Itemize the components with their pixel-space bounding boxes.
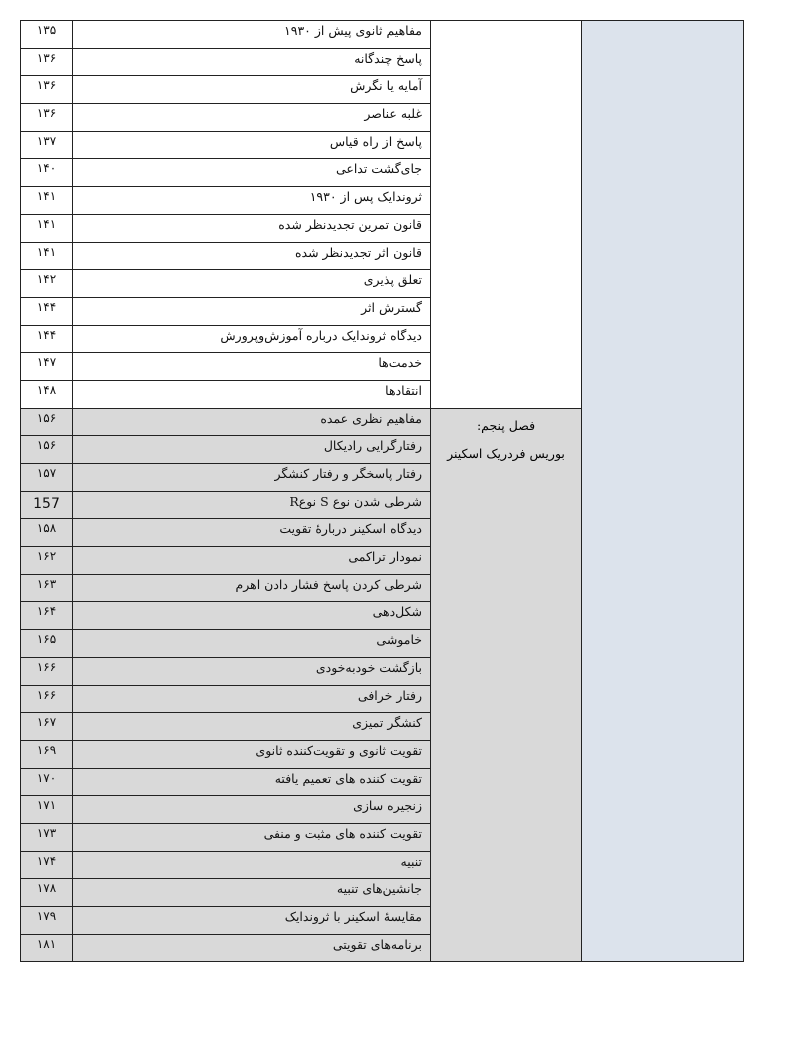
page-number: ۱۳۶ <box>21 104 73 132</box>
chapter-cell <box>431 408 582 962</box>
topic-title: مقایسهٔ اسکینر با ثروندایک <box>73 907 431 935</box>
topic-title: برنامه‌های تقویتی <box>73 934 431 962</box>
page-number: ۱۴۸ <box>21 380 73 408</box>
page-number: 157 <box>21 491 73 519</box>
topic-title: تنبیه <box>73 851 431 879</box>
topic-title: شرطی شدن نوع S نوعR <box>73 491 431 519</box>
topic-title: شرطی کردن پاسخ فشار دادن اهرم <box>73 574 431 602</box>
page-number: ۱۴۴ <box>21 325 73 353</box>
page-number: ۱۳۶ <box>21 76 73 104</box>
page-number: ۱۳۵ <box>21 21 73 49</box>
topic-title: دیدگاه ثروندایک درباره آموزش‌وپرورش <box>73 325 431 353</box>
topic-title: دیدگاه اسکینر دربارهٔ تقویت <box>73 519 431 547</box>
chapter-heading: فصل پنجم: <box>476 417 536 433</box>
page-number: ۱۶۲ <box>21 547 73 575</box>
table-row <box>21 21 744 49</box>
page-number: ۱۷۸ <box>21 879 73 907</box>
page-number: ۱۶۵ <box>21 630 73 658</box>
page-number: ۱۴۷ <box>21 353 73 381</box>
topic-title: گسترش اثر <box>73 297 431 325</box>
page-number: ۱۶۶ <box>21 685 73 713</box>
topic-title: بازگشت خودبه‌خودی <box>73 657 431 685</box>
page-number: ۱۵۷ <box>21 464 73 492</box>
topic-title: تقویت ثانوی و تقویت‌کننده ثانوی <box>73 740 431 768</box>
page-number: ۱۴۱ <box>21 187 73 215</box>
topic-title: غلبه عناصر <box>73 104 431 132</box>
topic-title: انتقادها <box>73 380 431 408</box>
chapter-cell <box>431 21 582 409</box>
topic-title: شکل‌دهی <box>73 602 431 630</box>
topic-title: تعلق پذیری <box>73 270 431 298</box>
topic-title: رفتارگرایی رادیکال <box>73 436 431 464</box>
page-number: ۱۳۶ <box>21 48 73 76</box>
topic-title: مفاهیم ثانوی پیش از ۱۹۳۰ <box>73 21 431 49</box>
page-number: ۱۷۹ <box>21 907 73 935</box>
page-number: ۱۵۶ <box>21 436 73 464</box>
page-number: ۱۶۴ <box>21 602 73 630</box>
page-number: ۱۴۱ <box>21 242 73 270</box>
table-of-contents <box>20 20 744 962</box>
topic-title: قانون تمرین تجدیدنظر شده <box>73 214 431 242</box>
page-number: ۱۷۱ <box>21 796 73 824</box>
page-number: ۱۴۰ <box>21 159 73 187</box>
topic-title: قانون اثر تجدیدنظر شده <box>73 242 431 270</box>
page-number: ۱۴۴ <box>21 297 73 325</box>
page-number: ۱۶۷ <box>21 713 73 741</box>
topic-title: زنجیره سازی <box>73 796 431 824</box>
topic-title: کنشگر تمیزی <box>73 713 431 741</box>
topic-title: خدمت‌ها <box>73 353 431 381</box>
page-number: ۱۷۳ <box>21 823 73 851</box>
topic-title: نمودار تراکمی <box>73 547 431 575</box>
topic-title: ثروندایک پس از ۱۹۳۰ <box>73 187 431 215</box>
page-number: ۱۴۱ <box>21 214 73 242</box>
page-number: ۱۵۸ <box>21 519 73 547</box>
page-number: ۱۵۶ <box>21 408 73 436</box>
topic-title: تقویت کننده های تعمیم یافته <box>73 768 431 796</box>
page-number: ۱۷۰ <box>21 768 73 796</box>
topic-title: رفتار خرافی <box>73 685 431 713</box>
page-number: ۱۶۶ <box>21 657 73 685</box>
topic-title: خاموشی <box>73 630 431 658</box>
topic-title: پاسخ از راه قیاس <box>73 131 431 159</box>
topic-title: جانشین‌های تنبیه <box>73 879 431 907</box>
page-number: ۱۶۳ <box>21 574 73 602</box>
chapter-name: بوریس فردریک اسکینر <box>447 445 565 461</box>
page-number: ۱۳۷ <box>21 131 73 159</box>
page-number: ۱۸۱ <box>21 934 73 962</box>
page-number: ۱۶۹ <box>21 740 73 768</box>
page-number: ۱۴۲ <box>21 270 73 298</box>
topic-title: آمایه یا نگرش <box>73 76 431 104</box>
topic-title: تقویت کننده های مثبت و منفی <box>73 823 431 851</box>
topic-title: رفتار پاسخگر و رفتار کنشگر <box>73 464 431 492</box>
topic-title: پاسخ چندگانه <box>73 48 431 76</box>
side-column <box>582 21 744 962</box>
topic-title: جای‌گشت تداعی <box>73 159 431 187</box>
page-number: ۱۷۴ <box>21 851 73 879</box>
topic-title: مفاهیم نظری عمده <box>73 408 431 436</box>
